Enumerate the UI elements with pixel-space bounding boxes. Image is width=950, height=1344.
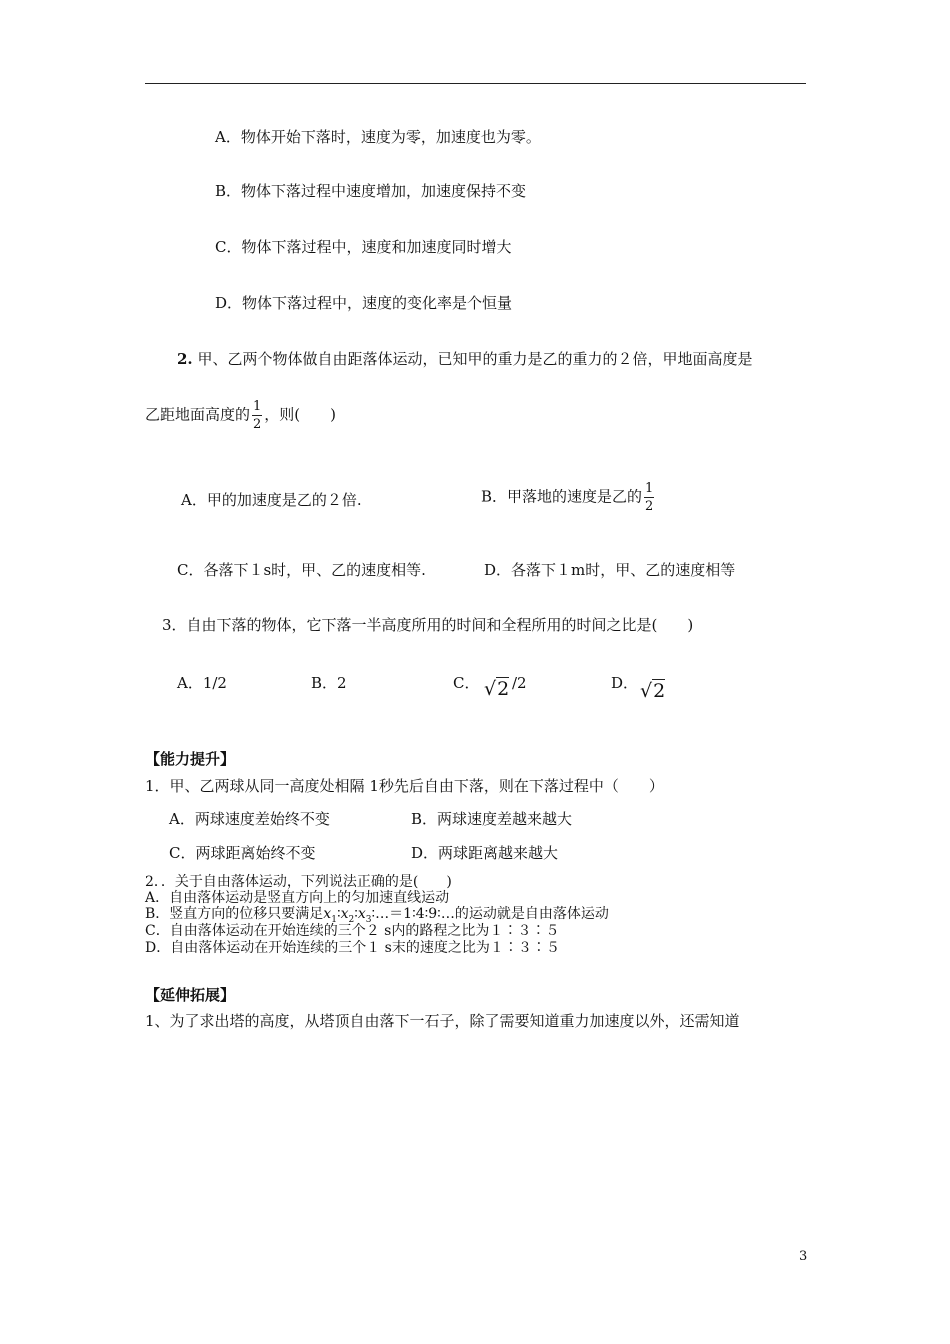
sqrt-radicand: 2: [497, 678, 510, 700]
q2-option-b-text: B．甲落地的速度是乙的: [481, 487, 643, 506]
sqrt-symbol: √2: [484, 678, 510, 700]
q1-option-c: C．物体下落过程中，速度和加速度同时增大: [215, 238, 512, 256]
q3-stem: 3．自由下落的物体，它下落一半高度所用的时间和全程所用的时间之比是( ): [162, 616, 694, 634]
q2-option-b-fraction: [644, 482, 654, 513]
nengli-q2-option-d: D．自由落体运动在开始连续的三个１ s末的速度之比为１∶３∶５: [145, 940, 560, 956]
q2-option-d: D．各落下１m时，甲、乙的速度相等: [484, 561, 736, 579]
q2-option-c: C．各落下１s时，甲、乙的速度相等.: [177, 561, 426, 579]
header-rule: [145, 83, 806, 84]
q2-option-b: [481, 482, 656, 513]
q2-option-a: A．甲的加速度是乙的２倍.: [181, 491, 362, 509]
section-title-yanshen: 【延伸拓展】: [145, 986, 236, 1004]
nengli-q2-option-b: B．竖直方向的位移只要满足$x_1∶x_2∶x_3∶\dots=1∶4∶9∶\dots$的运动就是自由落体运动: [145, 906, 609, 925]
q3-option-c-suffix: /2: [512, 674, 527, 692]
nengli-q2-option-c: C．自由落体运动在开始连续的三个２ s内的路程之比为１∶３∶５: [145, 923, 560, 939]
q2-stem-line2: [145, 400, 336, 431]
fraction-denominator: 2: [645, 499, 654, 514]
nengli-q1-option-c: C．两球距离始终不变: [169, 844, 316, 862]
yanshen-q1-stem: 1、为了求出塔的高度，从塔顶自由落下一石子，除了需要知道重力加速度以外，还需知道: [145, 1012, 740, 1030]
q3-option-b: B．2: [311, 674, 347, 692]
q3-option-d-label: D．: [611, 674, 639, 692]
q2-stem-line1: [177, 352, 752, 367]
q1-option-a: A．物体开始下落时，速度为零，加速度也为零。: [215, 128, 541, 146]
fraction-numerator: 1: [645, 481, 654, 496]
section-title-nengli: 【能力提升】: [145, 750, 236, 768]
nengli-q1-stem: 1．甲、乙两球从同一高度处相隔 1秒先后自由下落，则在下落过程中（ ）: [145, 777, 664, 795]
sqrt-symbol: √2: [640, 680, 666, 702]
nengli-q2-stem: 2．．关于自由落体运动，下列说法正确的是( ): [145, 874, 452, 890]
q2-fraction-half: [252, 400, 262, 431]
q3-option-d-value: [640, 682, 665, 701]
q1-option-b: B．物体下落过程中速度增加，加速度保持不变: [215, 182, 527, 200]
q1-option-d: D．物体下落过程中，速度的变化率是个恒量: [215, 294, 513, 312]
nengli-q1-option-a: A．两球速度差始终不变: [169, 810, 330, 828]
q3-option-a: A．1/2: [177, 674, 227, 692]
fraction-numerator: 1: [253, 399, 262, 414]
q2-stem-pre: 乙距地面高度的: [145, 405, 251, 424]
nengli-q2-option-a: A．自由落体运动是竖直方向上的匀加速直线运动: [145, 890, 450, 906]
q2-stem-text: 甲、乙两个物体做自由距落体运动，已知甲的重力是乙的重力的２倍，甲地面高度是: [197, 350, 753, 368]
q2-stem-post: ，则( ): [264, 405, 337, 424]
nengli-q1-option-b: B．两球速度差越来越大: [411, 810, 573, 828]
page-number: 3: [799, 1249, 808, 1264]
q2-number: 2.: [177, 350, 193, 368]
sqrt-radicand: 2: [653, 680, 666, 702]
fraction-denominator: 2: [253, 417, 262, 432]
q3-option-c-label: C．: [453, 674, 480, 692]
nengli-q1-option-d: D．两球距离越来越大: [411, 844, 559, 862]
q3-option-c-value: [484, 680, 509, 699]
